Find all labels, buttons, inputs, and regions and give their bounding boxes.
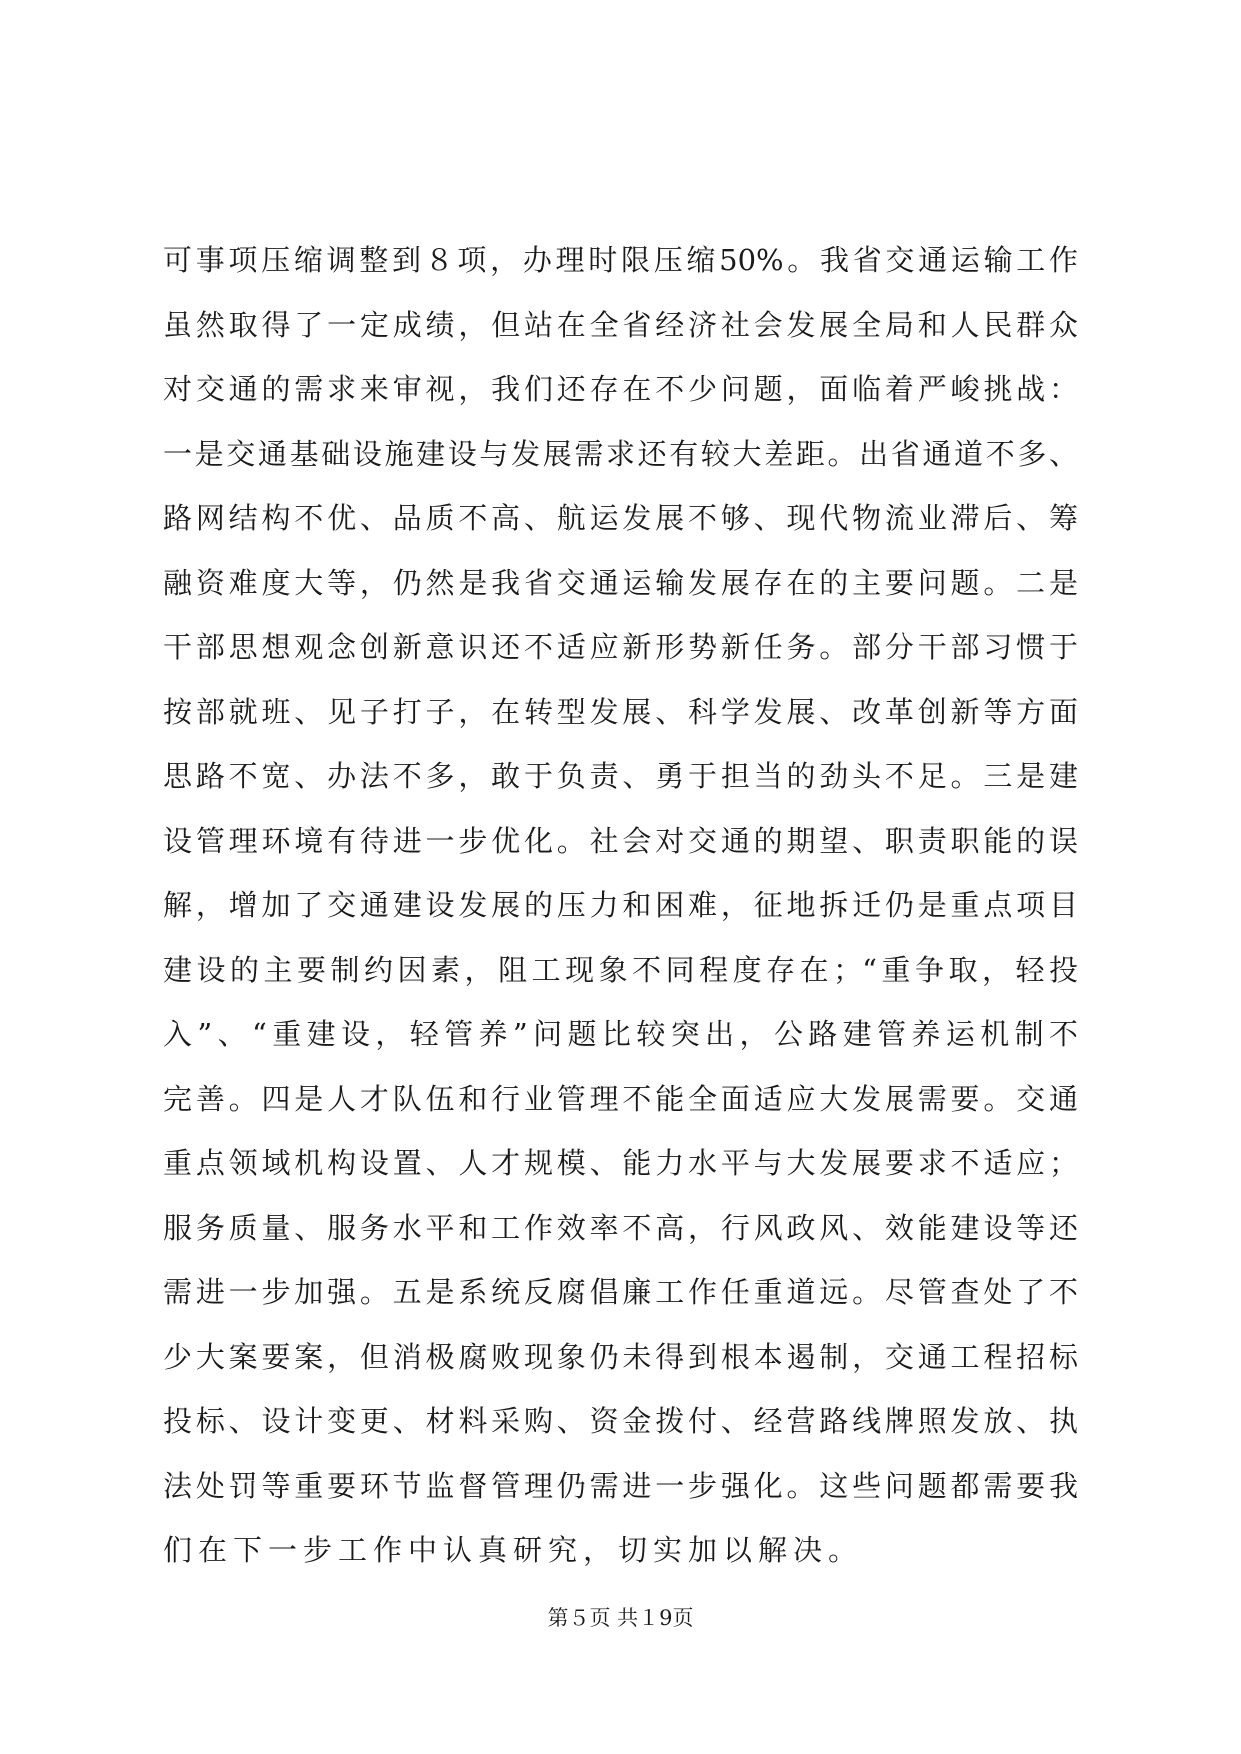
text-line: 按部就班、见子打子，在转型发展、科学发展、改革创新等方面 [163,694,1078,729]
text-line: 干部思想观念创新意识还不适应新形势新任务。部分干部习惯于 [163,630,1078,664]
text-line: 投标、设计变更、材料采购、资金拨付、经营路线牌照发放、执 [163,1404,1078,1438]
text-line: 们在下一步工作中认真研究，切实加以解决。 [163,1533,864,1567]
text-line: 对交通的需求来审视，我们还存在不少问题，面临着严峻挑战： [163,372,1078,406]
text-line: 可事项压缩调整到８项，办理时限压缩50%。我省交通运输工作 [163,243,1078,277]
page-number-footer: 第５页 共１9页 [547,1606,694,1630]
text-line: 法处罚等重要环节监督管理仍需进一步强化。这些问题都需要我 [163,1468,1078,1503]
text-line: 入”、“重建设，轻管养”问题比较突出，公路建管养运机制不 [163,1017,1078,1051]
body-paragraph [163,228,1078,1583]
text-line: 解，增加了交通建设发展的压力和困难，征地拆迁仍是重点项目 [163,888,1078,922]
text-line: 思路不宽、办法不多，敢于负责、勇于担当的劲头不足。三是建 [163,759,1078,793]
text-line: 建设的主要制约因素，阻工现象不同程度存在；“重争取，轻投 [163,952,1078,987]
text-line: 路网结构不优、品质不高、航运发展不够、现代物流业滞后、筹 [163,501,1078,535]
text-line: 虽然取得了一定成绩，但站在全省经济社会发展全局和人民群众 [163,307,1078,342]
text-line: 融资难度大等，仍然是我省交通运输发展存在的主要问题。二是 [163,565,1078,600]
text-line: 重点领域机构设置、人才规模、能力水平与大发展要求不适应； [163,1146,1078,1180]
text-line: 设管理环境有待进一步优化。社会对交通的期望、职责职能的误 [163,823,1078,858]
text-line: 一是交通基础设施建设与发展需求还有较大差距。出省通道不多、 [163,436,1078,471]
text-line: 需进一步加强。五是系统反腐倡廉工作任重道远。尽管查处了不 [163,1275,1078,1309]
text-line: 完善。四是人才队伍和行业管理不能全面适应大发展需要。交通 [163,1081,1078,1116]
text-line: 服务质量、服务水平和工作效率不高，行风政风、效能建设等还 [163,1210,1078,1245]
text-line: 少大案要案，但消极腐败现象仍未得到根本遏制，交通工程招标 [163,1339,1078,1374]
